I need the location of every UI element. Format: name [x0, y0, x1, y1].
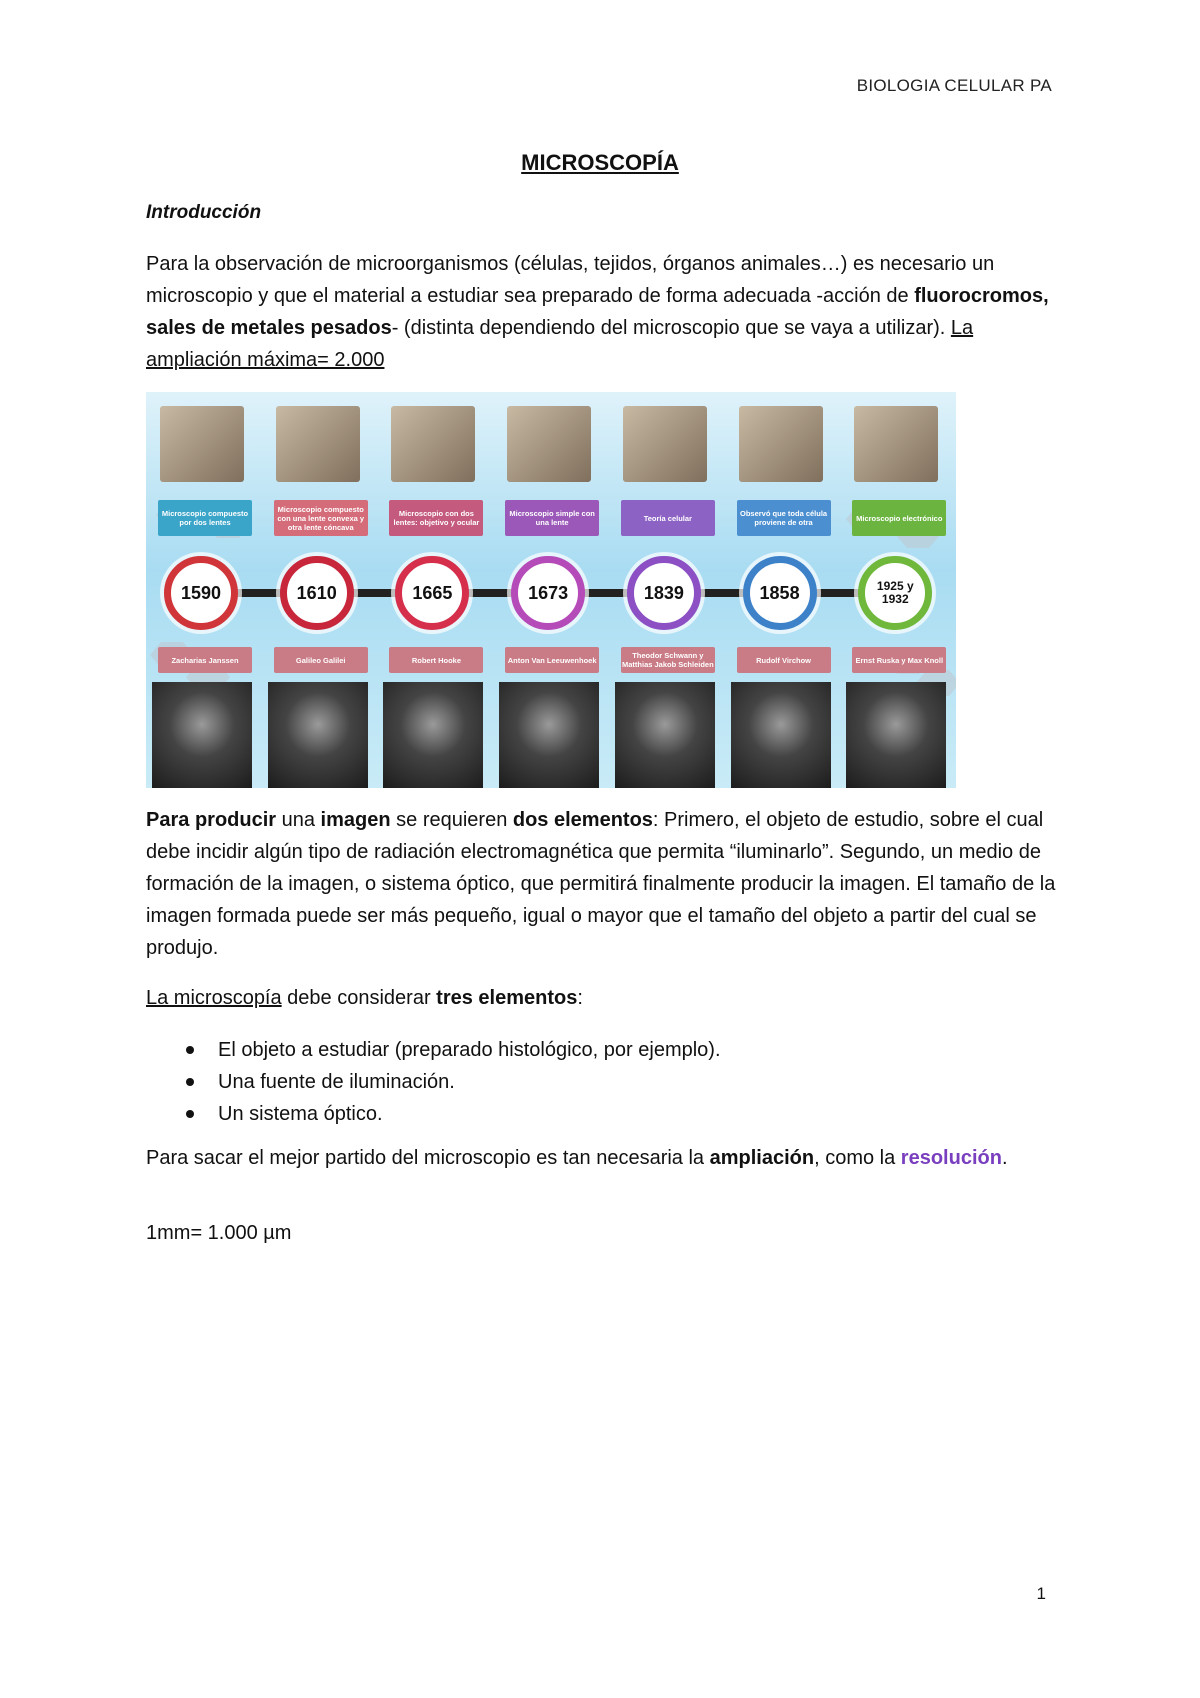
resolution-paragraph — [146, 1142, 1066, 1174]
scientist-name: Ernst Ruska y Max Knoll — [852, 647, 946, 673]
three-elements-paragraph — [146, 982, 1066, 1014]
timeline-item — [609, 392, 719, 788]
p4-text-a: Para sacar el mejor partido del microscopio es tan necesaria la — [146, 1147, 710, 1169]
p4-text-c: , como la — [814, 1147, 901, 1169]
p2-text-d: imagen — [320, 809, 391, 831]
list-item: Una fuente de iluminación. — [146, 1066, 1066, 1098]
invention-illustration — [391, 406, 475, 482]
p3-text-d: : — [577, 987, 583, 1009]
invention-label: Microscopio simple con una lente — [505, 500, 599, 536]
intro-text-bold: fluorocromos, sales de metales pesados — [146, 285, 1049, 339]
intro-paragraph — [146, 248, 1066, 376]
p2-text-e: se requieren — [390, 809, 513, 831]
year-circle: 1665 — [395, 556, 469, 630]
p2-text-g: : Primero, el objeto de estudio, sobre el cual debe incidir algún tipo de radiación electromagnética que permita “iluminarlo”. Segundo, un medio de formación de la imagen, o sistema óptico, que permitirá finalmente producir la imagen. El tamaño de la imagen formada puede ser más pequeño, igual o mayor que el tamaño del objeto a partir del cual se produjo. — [146, 809, 1056, 959]
scientist-portrait — [268, 682, 368, 788]
p3-text-c: tres elementos — [436, 987, 578, 1009]
list-item: El objeto a estudiar (preparado histológico, por ejemplo). — [146, 1034, 1066, 1066]
timeline-item — [262, 392, 372, 788]
scientist-name: Galileo Galilei — [274, 647, 368, 673]
elements-list — [146, 1034, 1066, 1130]
intro-text-a: Para la observación de microorganismos (células, tejidos, órganos animales…) es necesario un microscopio y que el material a estudiar sea preparado de forma adecuada -acción de — [146, 253, 995, 307]
invention-illustration — [854, 406, 938, 482]
p3-text-a: La microscopía — [146, 987, 282, 1009]
scientist-name: Anton Van Leeuwenhoek — [505, 647, 599, 673]
microscopy-timeline-image — [146, 392, 956, 788]
invention-label: Microscopio compuesto con una lente convexa y otra lente cóncava — [274, 500, 368, 536]
timeline-item — [146, 392, 256, 788]
timeline-item — [377, 392, 487, 788]
image-production-paragraph — [146, 804, 1066, 964]
p4-text-e: . — [1001, 1147, 1008, 1169]
timeline-item — [840, 392, 950, 788]
p2-text-b: producir — [194, 809, 277, 831]
timeline-item — [725, 392, 835, 788]
scientist-name: Zacharias Janssen — [158, 647, 252, 673]
p2-text-a: Para — [146, 809, 195, 831]
p3-text-b: debe considerar — [281, 987, 437, 1009]
page-title: MICROSCOPÍA — [521, 150, 679, 175]
section-subtitle: Introducción — [146, 202, 262, 223]
scientist-portrait — [731, 682, 831, 788]
invention-label: Microscopio compuesto por dos lentes — [158, 500, 252, 536]
p2-text-c: una — [276, 809, 321, 831]
p4-text-d: resolución — [900, 1147, 1002, 1169]
year-circle: 1858 — [743, 556, 817, 630]
timeline-item — [493, 392, 603, 788]
p4-text-b: ampliación — [709, 1147, 815, 1169]
year-circle: 1610 — [280, 556, 354, 630]
year-circle: 1925 y 1932 — [858, 556, 932, 630]
scientist-portrait — [615, 682, 715, 788]
scientist-name: Rudolf Virchow — [737, 647, 831, 673]
year-circle: 1673 — [511, 556, 585, 630]
scientist-portrait — [846, 682, 946, 788]
year-circle: 1590 — [164, 556, 238, 630]
scientist-name: Theodor Schwann y Matthias Jakob Schleiden — [621, 647, 715, 673]
scientist-name: Robert Hooke — [389, 647, 483, 673]
invention-illustration — [623, 406, 707, 482]
scientist-portrait — [383, 682, 483, 788]
p2-text-f: dos elementos — [512, 809, 653, 831]
year-circle: 1839 — [627, 556, 701, 630]
page-number: 1 — [1036, 1584, 1046, 1603]
invention-illustration — [276, 406, 360, 482]
list-item: Un sistema óptico. — [146, 1098, 1066, 1130]
invention-illustration — [507, 406, 591, 482]
page-header: BIOLOGIA CELULAR PA — [856, 76, 1052, 95]
intro-text-c: - (distinta dependiendo del microscopio que se vaya a utilizar). — [391, 317, 951, 339]
invention-label: Teoría celular — [621, 500, 715, 536]
invention-label: Observó que toda célula proviene de otra — [737, 500, 831, 536]
invention-illustration — [739, 406, 823, 482]
scientist-portrait — [499, 682, 599, 788]
invention-label: Microscopio electrónico — [852, 500, 946, 536]
invention-label: Microscopio con dos lentes: objetivo y ocular — [389, 500, 483, 536]
invention-illustration — [160, 406, 244, 482]
intro-text-max-zoom: La ampliación máxima= 2.000 — [146, 317, 974, 371]
scientist-portrait — [152, 682, 252, 788]
unit-conversion: 1mm= 1.000 µm — [146, 1222, 292, 1244]
